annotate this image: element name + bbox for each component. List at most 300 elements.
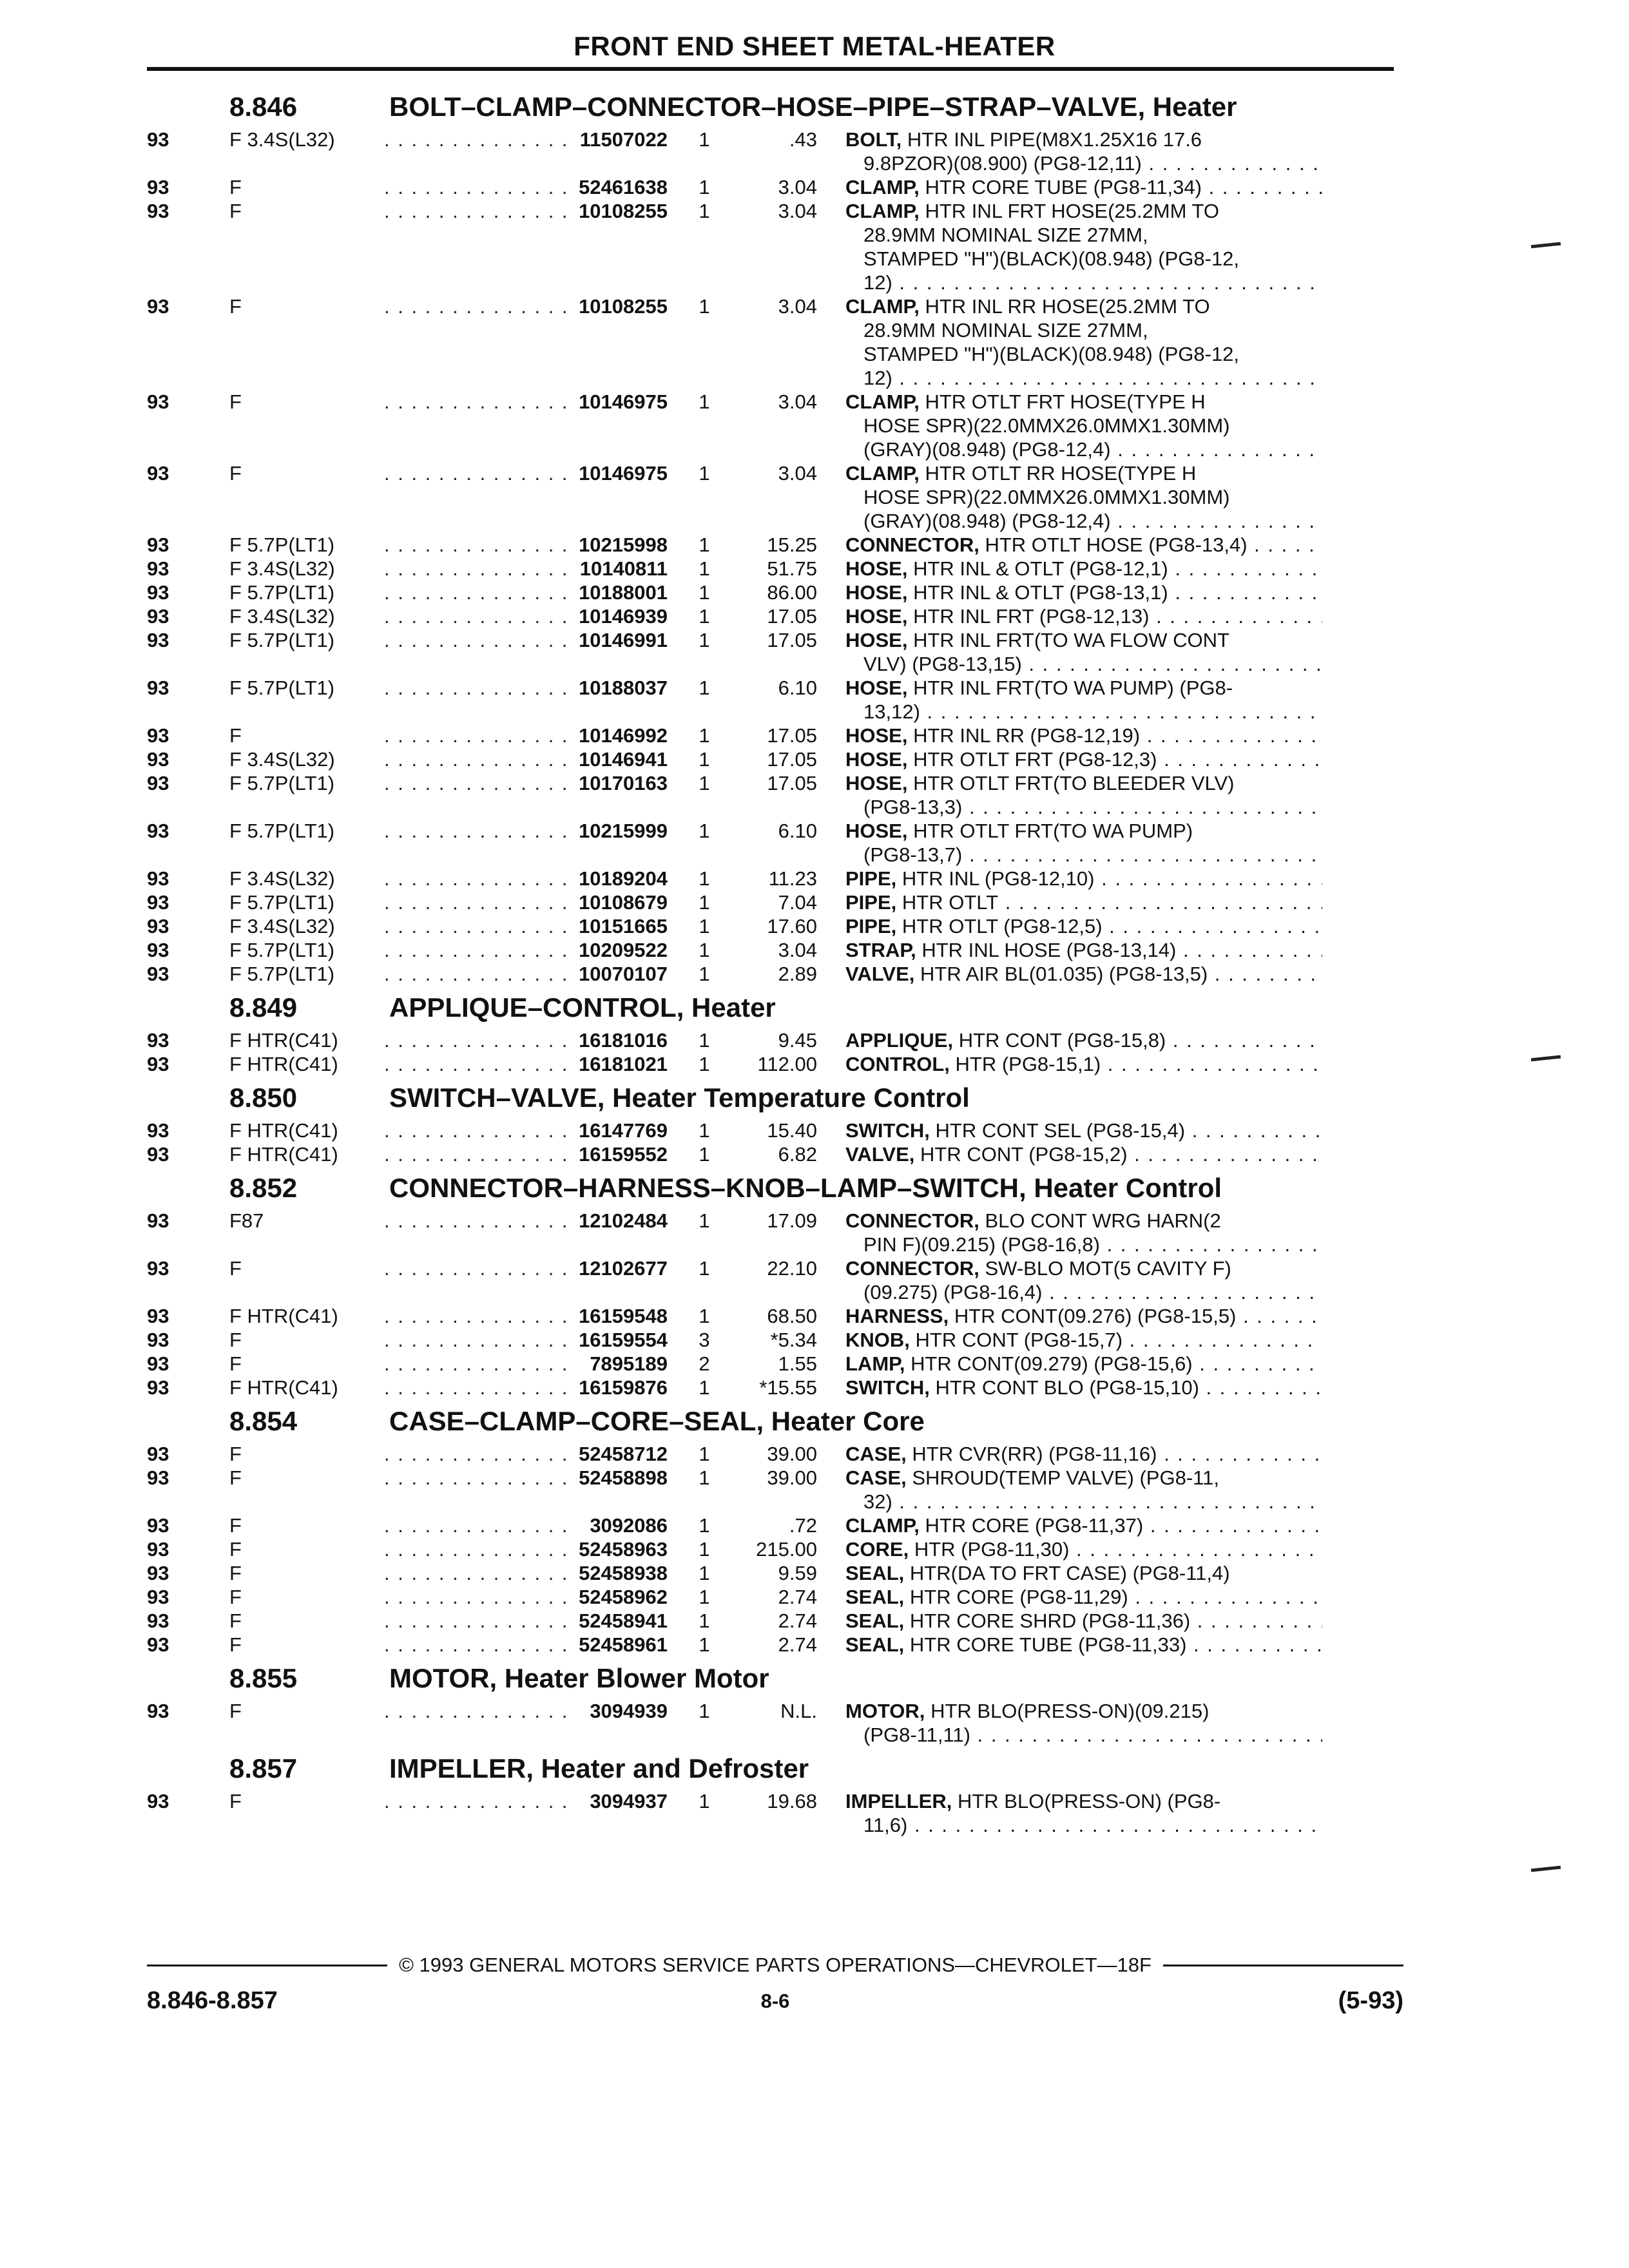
part-row — [147, 1466, 1403, 1514]
description-text: HOSE SPR)(22.0MMX26.0MMX1.30MM) — [863, 414, 1230, 437]
description-line — [845, 414, 1322, 437]
description-text: BLO CONT WRG HARN(2 — [985, 1209, 1221, 1232]
part-year: 93 — [147, 295, 169, 318]
part-row — [147, 867, 1403, 890]
part-quantity: 1 — [699, 462, 710, 485]
part-quantity: 1 — [699, 1143, 710, 1166]
part-name: SEAL, — [845, 1586, 905, 1608]
part-year: 93 — [147, 677, 169, 699]
part-description — [845, 819, 1322, 867]
part-row — [147, 890, 1403, 914]
part-price: 3.04 — [778, 462, 817, 485]
part-number: 16159554 — [579, 1329, 668, 1351]
dot-leader — [384, 628, 571, 676]
description-line — [845, 1466, 1322, 1490]
section-title: APPLIQUE–CONTROL, Heater — [389, 992, 776, 1023]
part-row — [147, 1699, 1403, 1747]
part-number: 10151665 — [579, 915, 668, 937]
part-quantity: 1 — [699, 557, 710, 580]
part-year: 93 — [147, 1538, 169, 1561]
part-name: CONTROL, — [845, 1053, 950, 1075]
part-quantity: 1 — [699, 677, 710, 699]
part-price: 17.05 — [767, 605, 817, 628]
part-model: F HTR(C41) — [229, 1143, 338, 1166]
part-name: SEAL, — [845, 1633, 905, 1656]
part-number: 16159876 — [579, 1376, 668, 1399]
description-text: 11,6) — [863, 1814, 908, 1836]
part-model: F — [229, 1633, 242, 1656]
description-text: (GRAY)(08.948) (PG8-12,4) — [863, 438, 1111, 461]
part-row — [147, 1537, 1403, 1561]
dot-leader — [384, 890, 571, 914]
part-description — [845, 747, 1322, 771]
part-year: 93 — [147, 1562, 169, 1584]
part-year: 93 — [147, 1790, 169, 1812]
part-number: 52458961 — [579, 1633, 668, 1656]
part-description — [845, 1466, 1322, 1514]
part-model: F — [229, 390, 242, 413]
description-line — [845, 1304, 1322, 1328]
part-description — [845, 724, 1322, 747]
part-price: *15.55 — [759, 1376, 817, 1399]
part-year: 93 — [147, 1633, 169, 1656]
description-line — [845, 914, 1322, 938]
footer-copyright: © 1993 GENERAL MOTORS SERVICE PARTS OPERATIONS—CHEVROLET—18F — [399, 1954, 1152, 1976]
part-model: F 3.4S(L32) — [229, 557, 335, 580]
part-number: 52458712 — [579, 1443, 668, 1465]
part-price: 11.23 — [768, 867, 817, 890]
part-row — [147, 581, 1403, 604]
part-model: F 3.4S(L32) — [229, 748, 335, 771]
section-heading — [147, 85, 1403, 128]
part-year: 93 — [147, 462, 169, 485]
description-text: HTR INL FRT(TO WA FLOW CONT — [913, 629, 1229, 651]
part-name: SEAL, — [845, 1562, 905, 1584]
part-quantity: 1 — [699, 200, 710, 222]
part-price: 9.59 — [778, 1562, 817, 1584]
part-price: 17.05 — [767, 629, 817, 651]
dot-leader — [384, 962, 571, 986]
part-year: 93 — [147, 1143, 169, 1166]
description-line — [845, 509, 1322, 533]
description-text: STAMPED "H")(BLACK)(08.948) (PG8-12, — [863, 343, 1240, 365]
description-line — [845, 1699, 1322, 1723]
description-line — [845, 366, 1322, 390]
description-text: 32) — [863, 1490, 892, 1513]
dot-leader — [384, 390, 571, 461]
part-price: 39.00 — [767, 1443, 817, 1465]
part-year: 93 — [147, 1610, 169, 1632]
part-row — [147, 1328, 1403, 1352]
part-model: F — [229, 1790, 242, 1812]
description-line — [845, 867, 1322, 890]
part-price: 19.68 — [767, 1790, 817, 1812]
part-quantity: 2 — [699, 1352, 710, 1375]
margin-mark — [1531, 242, 1561, 249]
part-year: 93 — [147, 605, 169, 628]
part-model: F — [229, 1700, 242, 1722]
part-model: F HTR(C41) — [229, 1305, 338, 1327]
part-description — [845, 1514, 1322, 1537]
description-line — [845, 843, 1322, 867]
part-number: 10108255 — [579, 295, 668, 318]
part-name: CONNECTOR, — [845, 1257, 979, 1280]
description-line — [845, 628, 1322, 652]
part-model: F — [229, 176, 242, 198]
footer-section-range: 8.846-8.857 — [147, 1987, 278, 2014]
section-number: 8.854 — [229, 1406, 298, 1436]
part-quantity: 1 — [699, 820, 710, 842]
part-price: 2.74 — [778, 1610, 817, 1632]
page-footer — [147, 1954, 1403, 2014]
description-text: PIN F)(09.215) (PG8-16,8) — [863, 1233, 1100, 1256]
part-row — [147, 771, 1403, 819]
part-price: 86.00 — [767, 581, 817, 604]
part-number: 10108679 — [579, 891, 668, 914]
part-number: 52458962 — [579, 1586, 668, 1608]
part-row — [147, 628, 1403, 676]
part-number: 10189204 — [579, 867, 668, 890]
part-row — [147, 1514, 1403, 1537]
part-row — [147, 938, 1403, 962]
part-number: 10140811 — [579, 557, 668, 580]
description-line — [845, 890, 1322, 914]
part-name: CONNECTOR, — [845, 1209, 979, 1232]
footer-rule-right — [1163, 1965, 1403, 1966]
part-quantity: 1 — [699, 390, 710, 413]
part-description — [845, 938, 1322, 962]
part-year: 93 — [147, 724, 169, 747]
part-number: 12102484 — [579, 1209, 668, 1232]
dot-leader — [384, 1537, 571, 1561]
part-price: N.L. — [780, 1700, 817, 1722]
description-line — [845, 1514, 1322, 1537]
part-description — [845, 1561, 1322, 1585]
dot-leader — [384, 1119, 571, 1142]
title-rule — [147, 67, 1394, 71]
description-line — [845, 1585, 1322, 1609]
part-row — [147, 962, 1403, 986]
part-price: 51.75 — [767, 557, 817, 580]
part-row — [147, 747, 1403, 771]
part-number: 52458898 — [579, 1466, 668, 1489]
part-model: F 5.7P(LT1) — [229, 820, 335, 842]
dot-leader — [384, 747, 571, 771]
part-quantity: 1 — [699, 1209, 710, 1232]
part-price: 17.09 — [767, 1209, 817, 1232]
part-year: 93 — [147, 1376, 169, 1399]
description-text: HTR CONT SEL (PG8-15,4) — [935, 1119, 1186, 1142]
footer-rule-left — [147, 1965, 387, 1966]
dot-leader — [384, 1514, 571, 1537]
part-quantity: 3 — [699, 1329, 710, 1351]
dot-leader — [384, 1142, 571, 1166]
part-quantity: 1 — [699, 1305, 710, 1327]
description-line — [845, 1280, 1322, 1304]
part-year: 93 — [147, 748, 169, 771]
description-line — [845, 1561, 1322, 1585]
section-heading — [147, 986, 1403, 1028]
part-name: IMPELLER, — [845, 1790, 952, 1812]
section-number: 8.846 — [229, 91, 298, 122]
part-price: 2.89 — [778, 963, 817, 985]
part-row — [147, 1256, 1403, 1304]
part-price: 3.04 — [778, 176, 817, 198]
description-text: (PG8-13,3) — [863, 796, 963, 818]
description-text: (GRAY)(08.948) (PG8-12,4) — [863, 510, 1111, 532]
description-text: HTR CORE TUBE (PG8-11,33) — [909, 1633, 1187, 1656]
parts-listing — [147, 85, 1403, 1837]
description-text: VLV) (PG8-13,15) — [863, 653, 1022, 675]
section-heading — [147, 1399, 1403, 1442]
description-line — [845, 175, 1322, 199]
description-text: (09.275) (PG8-16,4) — [863, 1281, 1043, 1303]
part-quantity: 1 — [699, 724, 710, 747]
part-row — [147, 1209, 1403, 1256]
dot-leader — [384, 604, 571, 628]
part-price: 17.05 — [767, 724, 817, 747]
part-price: 3.04 — [778, 295, 817, 318]
dot-leader — [384, 1052, 571, 1076]
description-line — [845, 1537, 1322, 1561]
section-heading — [147, 1747, 1403, 1789]
description-text: HOSE SPR)(22.0MMX26.0MMX1.30MM) — [863, 486, 1230, 508]
description-text: HTR OTLT FRT (PG8-12,3) — [913, 748, 1157, 771]
description-line — [845, 1256, 1322, 1280]
part-name: SEAL, — [845, 1610, 905, 1632]
part-model: F — [229, 1562, 242, 1584]
part-price: 17.60 — [767, 915, 817, 937]
description-line — [845, 390, 1322, 414]
description-text: HTR CONT (PG8-15,7) — [915, 1329, 1123, 1351]
description-text: STAMPED "H")(BLACK)(08.948) (PG8-12, — [863, 247, 1240, 270]
part-model: F HTR(C41) — [229, 1376, 338, 1399]
part-model: F HTR(C41) — [229, 1119, 338, 1142]
part-price: 6.10 — [778, 820, 817, 842]
description-text: 12) — [863, 271, 892, 294]
description-line — [845, 724, 1322, 747]
description-text: 13,12) — [863, 700, 920, 723]
part-description — [845, 557, 1322, 581]
part-description — [845, 199, 1322, 294]
part-name: CLAMP, — [845, 176, 920, 198]
part-quantity: 1 — [699, 1790, 710, 1812]
description-text: HTR (PG8-11,30) — [914, 1538, 1070, 1561]
part-price: 6.10 — [778, 677, 817, 699]
part-model: F 5.7P(LT1) — [229, 939, 335, 961]
part-row — [147, 557, 1403, 581]
description-text: HTR CORE (PG8-11,37) — [925, 1514, 1144, 1537]
dot-leader — [384, 867, 571, 890]
description-text: HTR INL & OTLT (PG8-12,1) — [913, 557, 1168, 580]
part-description — [845, 604, 1322, 628]
part-model: F 5.7P(LT1) — [229, 772, 335, 794]
description-line — [845, 1209, 1322, 1233]
description-line — [845, 557, 1322, 581]
part-number: 16159552 — [579, 1143, 668, 1166]
part-year: 93 — [147, 176, 169, 198]
part-name: MOTOR, — [845, 1700, 925, 1722]
part-description — [845, 771, 1322, 819]
part-name: CLAMP, — [845, 462, 920, 485]
part-price: 3.04 — [778, 939, 817, 961]
part-name: CORE, — [845, 1538, 909, 1561]
part-description — [845, 962, 1322, 986]
part-description — [845, 1585, 1322, 1609]
dot-leader — [384, 676, 571, 724]
part-price: 7.04 — [778, 891, 817, 914]
part-quantity: 1 — [699, 963, 710, 985]
part-model: F — [229, 462, 242, 485]
dot-leader — [384, 1376, 571, 1399]
part-description — [845, 1537, 1322, 1561]
part-price: 9.45 — [778, 1029, 817, 1052]
description-line — [845, 342, 1322, 366]
part-year: 93 — [147, 939, 169, 961]
part-year: 93 — [147, 581, 169, 604]
description-line — [845, 1352, 1322, 1376]
part-quantity: 1 — [699, 772, 710, 794]
part-quantity: 1 — [699, 1633, 710, 1656]
part-description — [845, 1699, 1322, 1747]
description-text: HTR OTLT FRT(TO WA PUMP) — [913, 820, 1193, 842]
part-quantity: 1 — [699, 867, 710, 890]
description-text: HTR (PG8-15,1) — [955, 1053, 1101, 1075]
description-line — [845, 247, 1322, 271]
description-text: HTR INL FRT HOSE(25.2MM TO — [925, 200, 1219, 222]
description-line — [845, 604, 1322, 628]
part-name: CLAMP, — [845, 295, 920, 318]
section-title: SWITCH–VALVE, Heater Temperature Control — [389, 1082, 970, 1113]
part-row — [147, 914, 1403, 938]
part-year: 93 — [147, 820, 169, 842]
part-description — [845, 1789, 1322, 1837]
part-model: F — [229, 1610, 242, 1632]
dot-leader — [384, 1466, 571, 1514]
section-heading — [147, 1166, 1403, 1209]
part-name: HOSE, — [845, 557, 908, 580]
part-year: 93 — [147, 128, 169, 151]
part-quantity: 1 — [699, 629, 710, 651]
part-quantity: 1 — [699, 605, 710, 628]
dot-leader — [384, 533, 571, 557]
part-description — [845, 1209, 1322, 1256]
part-price: 17.05 — [767, 772, 817, 794]
part-description — [845, 1028, 1322, 1052]
dot-leader — [384, 1561, 571, 1585]
part-number: 52461638 — [579, 176, 668, 198]
part-name: APPLIQUE, — [845, 1029, 954, 1052]
part-model: F — [229, 1586, 242, 1608]
description-line — [845, 700, 1322, 724]
part-quantity: 1 — [699, 128, 710, 151]
description-text: (PG8-13,7) — [863, 843, 963, 866]
dot-leader — [384, 1609, 571, 1633]
part-name: SWITCH, — [845, 1119, 930, 1142]
part-row — [147, 1119, 1403, 1142]
part-year: 93 — [147, 963, 169, 985]
part-price: 68.50 — [767, 1305, 817, 1327]
part-year: 93 — [147, 390, 169, 413]
description-text: HTR OTLT FRT HOSE(TYPE H — [925, 390, 1206, 413]
part-price: 15.25 — [767, 533, 817, 556]
part-name: CLAMP, — [845, 390, 920, 413]
dot-leader — [384, 461, 571, 533]
part-model: F — [229, 295, 242, 318]
part-description — [845, 533, 1322, 557]
part-row — [147, 1304, 1403, 1328]
description-line — [845, 1328, 1322, 1352]
part-price: .72 — [789, 1514, 817, 1537]
footer-revision-date: (5-93) — [1338, 1987, 1403, 2014]
dot-leader — [384, 819, 571, 867]
part-quantity: 1 — [699, 1514, 710, 1537]
part-year: 93 — [147, 1257, 169, 1280]
part-quantity: 1 — [699, 1562, 710, 1584]
dot-leader — [384, 1585, 571, 1609]
part-model: F 5.7P(LT1) — [229, 963, 335, 985]
part-quantity: 1 — [699, 581, 710, 604]
part-model: F — [229, 724, 242, 747]
description-line — [845, 1633, 1322, 1657]
dot-leader — [384, 1442, 571, 1466]
description-text: HTR(DA TO FRT CASE) (PG8-11,4) — [909, 1562, 1230, 1584]
dot-leader — [384, 938, 571, 962]
part-year: 93 — [147, 1305, 169, 1327]
description-text: HTR OTLT FRT(TO BLEEDER VLV) — [913, 772, 1235, 794]
dot-leader — [384, 199, 571, 294]
part-description — [845, 914, 1322, 938]
part-model: F 5.7P(LT1) — [229, 533, 335, 556]
part-name: HOSE, — [845, 772, 908, 794]
part-number: 3094939 — [590, 1700, 668, 1722]
part-quantity: 1 — [699, 1466, 710, 1489]
part-row — [147, 533, 1403, 557]
description-text: HTR CONT BLO (PG8-15,10) — [935, 1376, 1199, 1399]
description-line — [845, 533, 1322, 557]
part-year: 93 — [147, 1119, 169, 1142]
part-number: 10070107 — [579, 963, 668, 985]
part-row — [147, 1352, 1403, 1376]
part-description — [845, 390, 1322, 461]
part-description — [845, 1352, 1322, 1376]
part-name: LAMP, — [845, 1352, 905, 1375]
description-text: HTR INL PIPE(M8X1.25X16 17.6 — [907, 128, 1202, 151]
part-row — [147, 199, 1403, 294]
part-model: F — [229, 200, 242, 222]
dot-leader — [384, 1028, 571, 1052]
section-number: 8.852 — [229, 1173, 298, 1203]
part-year: 93 — [147, 1029, 169, 1052]
part-year: 93 — [147, 200, 169, 222]
section-heading — [147, 1657, 1403, 1699]
part-description — [845, 867, 1322, 890]
part-number: 7895189 — [590, 1352, 668, 1375]
description-line — [845, 1609, 1322, 1633]
part-model: F 5.7P(LT1) — [229, 581, 335, 604]
part-number: 16159548 — [579, 1305, 668, 1327]
description-line — [845, 938, 1322, 962]
description-line — [845, 1376, 1322, 1399]
part-number: 10146941 — [579, 748, 668, 771]
part-quantity: 1 — [699, 1376, 710, 1399]
part-row — [147, 1561, 1403, 1585]
part-row — [147, 1585, 1403, 1609]
part-quantity: 1 — [699, 915, 710, 937]
part-name: PIPE, — [845, 891, 897, 914]
part-row — [147, 819, 1403, 867]
section-number: 8.857 — [229, 1753, 298, 1783]
